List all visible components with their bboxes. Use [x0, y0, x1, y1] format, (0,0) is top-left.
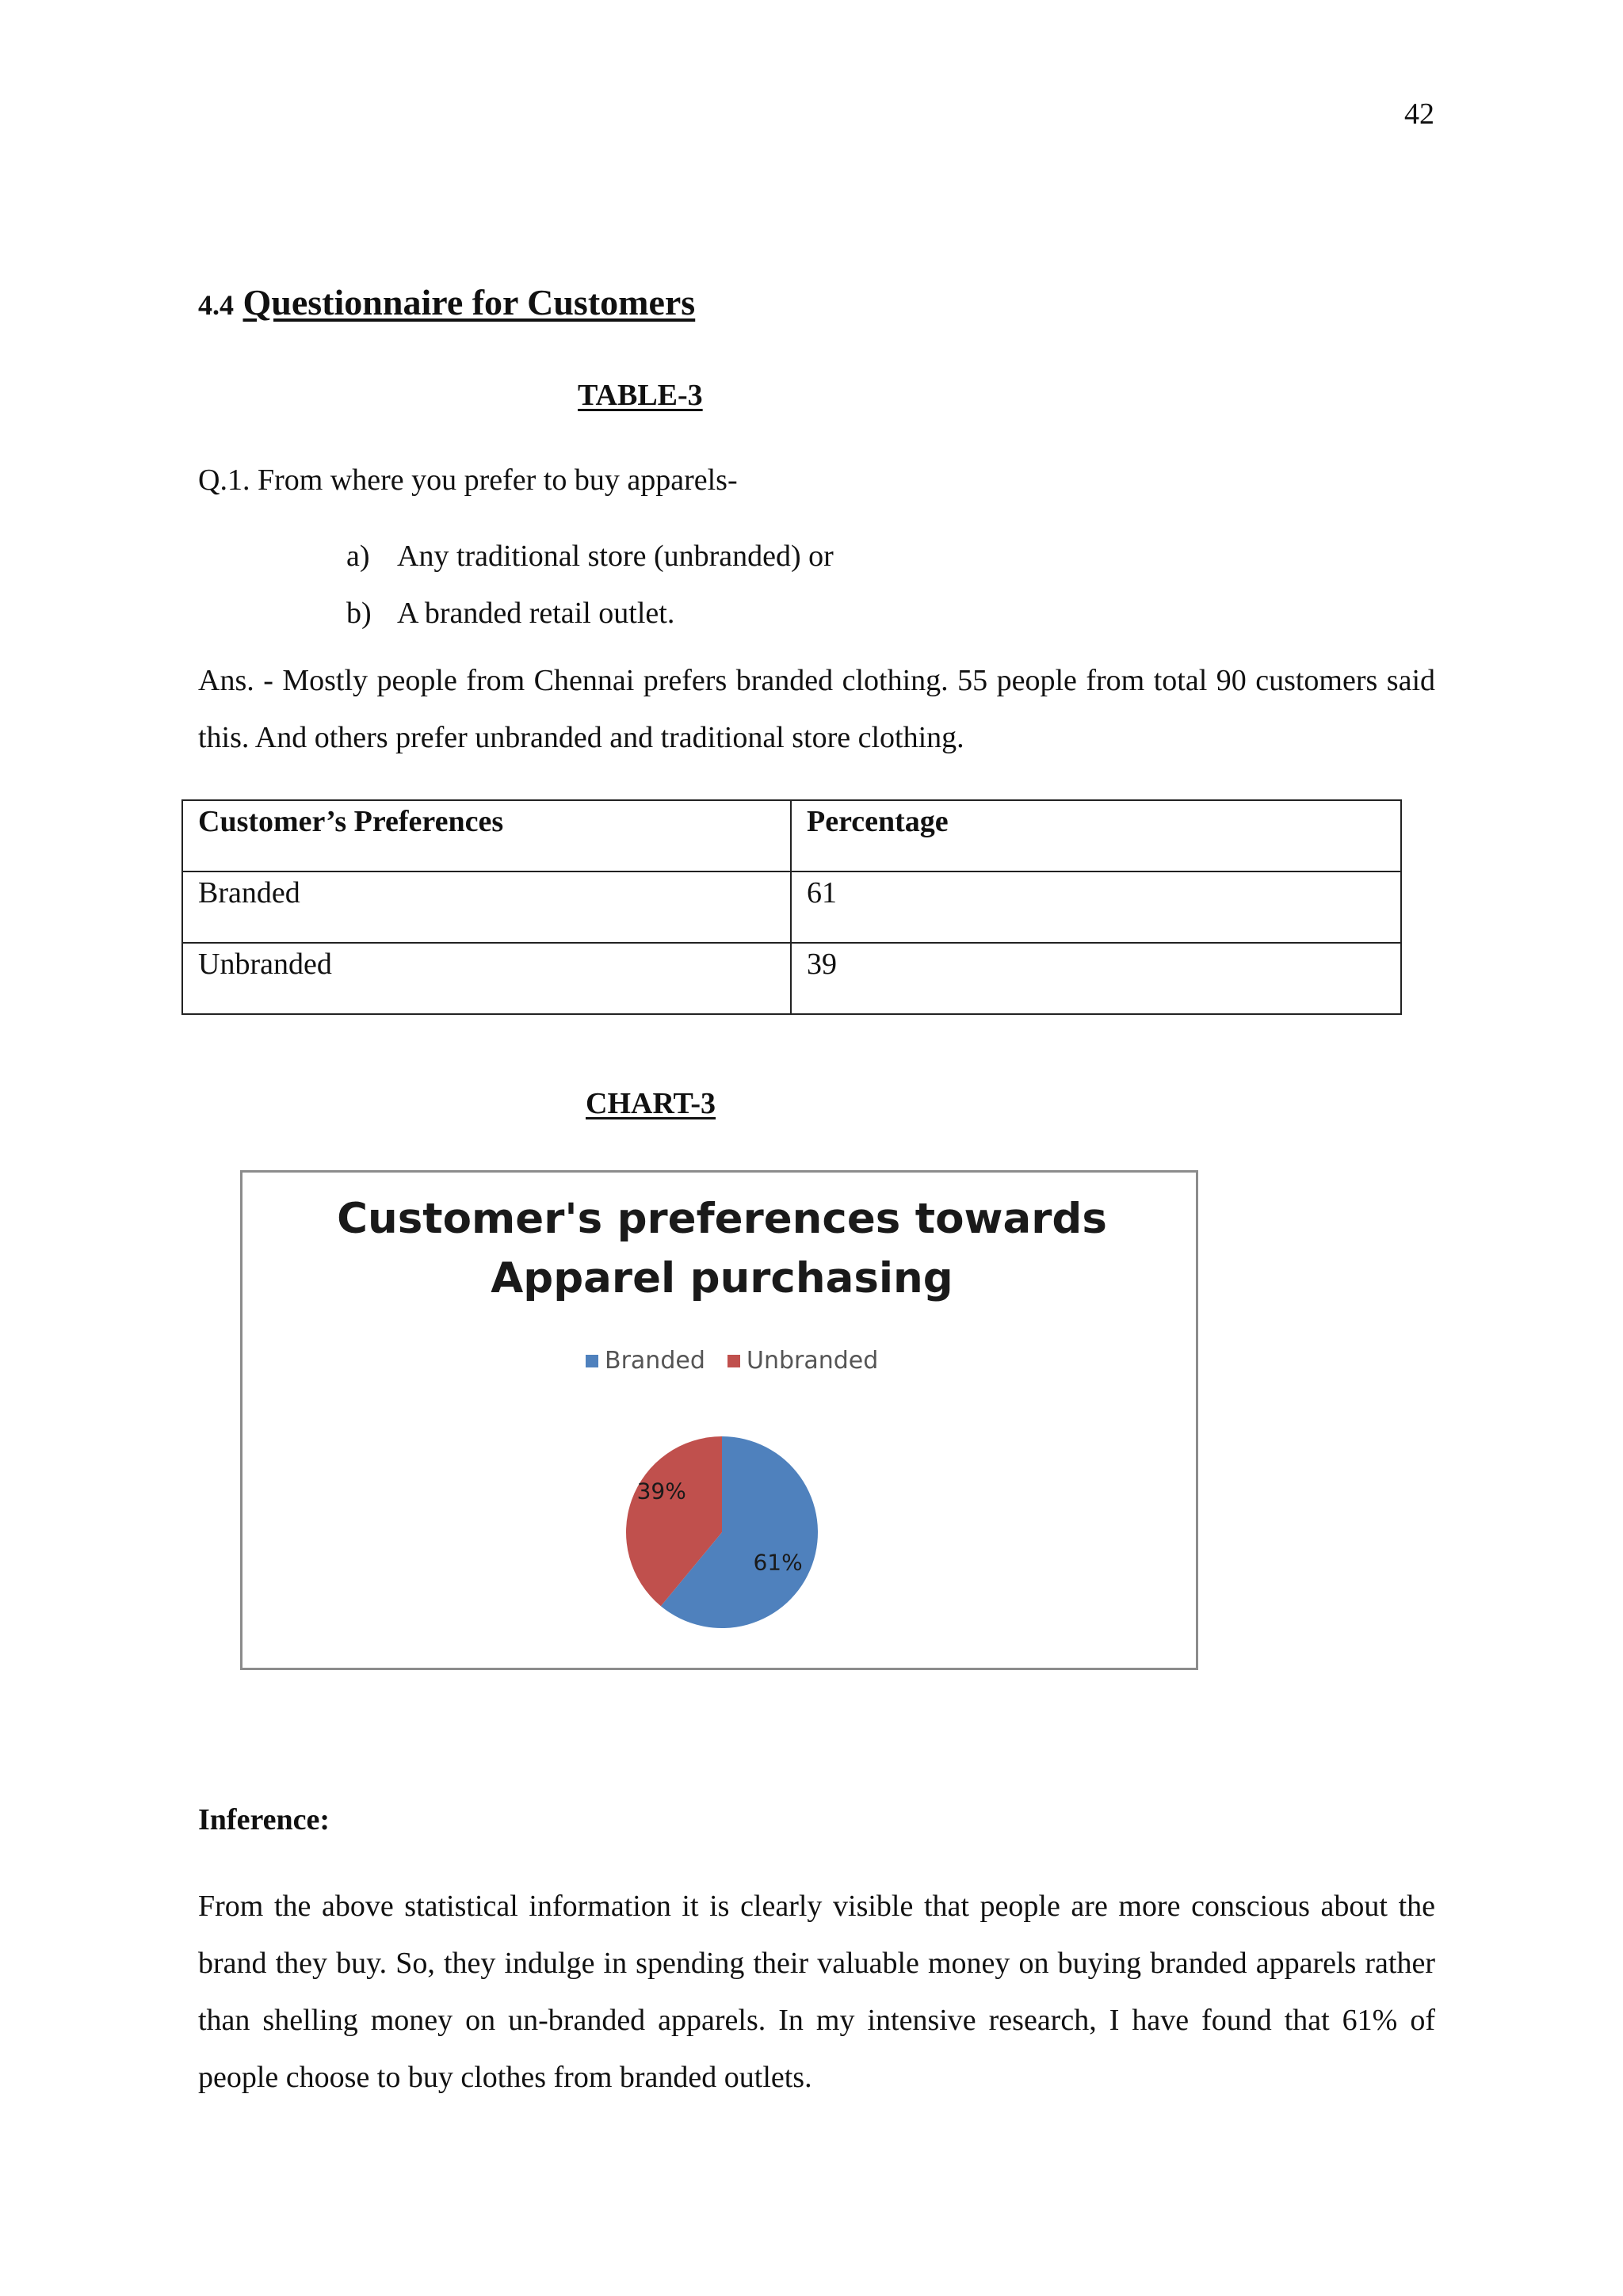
- table-header-cell: Percentage: [791, 800, 1401, 871]
- pie-chart: [242, 1173, 1196, 1668]
- chart-frame: [240, 1170, 1198, 1670]
- chart-caption: CHART-3: [586, 1087, 716, 1120]
- preferences-table: [181, 799, 1402, 1015]
- answer-text: Ans. - Mostly people from Chennai prefers branded clothing. 55 people from total 90 customers said this. And others prefer unbranded and traditional store clothing.: [198, 664, 1435, 754]
- option-b-text: A branded retail outlet.: [397, 597, 675, 630]
- table-cell: Unbranded: [182, 943, 791, 1014]
- option-b: [346, 596, 674, 631]
- table-cell: Branded: [182, 871, 791, 943]
- table-row: [182, 943, 1401, 1014]
- legend-label-branded: Branded: [605, 1347, 705, 1375]
- page-number: 42: [1404, 97, 1434, 131]
- legend-swatch-branded: [586, 1355, 598, 1367]
- table-header-cell: Customer’s Preferences: [182, 800, 791, 871]
- table-header-row: [182, 800, 1401, 871]
- pie-slices: [626, 1436, 818, 1628]
- data-label-unbranded: 39%: [636, 1478, 686, 1505]
- legend-swatch-unbranded: [727, 1355, 740, 1367]
- option-a: [346, 539, 834, 574]
- data-label-branded: 61%: [753, 1549, 803, 1576]
- section-title: Questionnaire for Customers: [242, 282, 696, 322]
- option-a-label: a): [346, 540, 370, 573]
- chart-title-line-1: Customer's preferences towards: [337, 1195, 1107, 1243]
- option-a-text: Any traditional store (unbranded) or: [397, 540, 834, 573]
- section-number: 4.4: [198, 289, 234, 321]
- table-caption: TABLE-3: [578, 379, 703, 412]
- table-cell: 39: [791, 943, 1401, 1014]
- table-cell: 61: [791, 871, 1401, 943]
- inference-heading: Inference:: [198, 1803, 330, 1836]
- inference-text: From the above statistical information it is clearly visible that people are more conscious about the brand they buy. So, they indulge in spending their valuable money on buying branded apparels rather than shelling money on un-branded apparels. In my intensive research, I have found that 61% of people choose to buy clothes from branded outlets.: [198, 1890, 1435, 2094]
- chart-title-line-2: Apparel purchasing: [491, 1254, 953, 1302]
- legend-label-unbranded: Unbranded: [747, 1347, 879, 1375]
- table-row: [182, 871, 1401, 943]
- option-b-label: b): [346, 597, 372, 630]
- chart-legend: [586, 1347, 878, 1375]
- section-heading: [198, 281, 695, 323]
- question-text: Q.1. From where you prefer to buy apparels-: [198, 463, 738, 497]
